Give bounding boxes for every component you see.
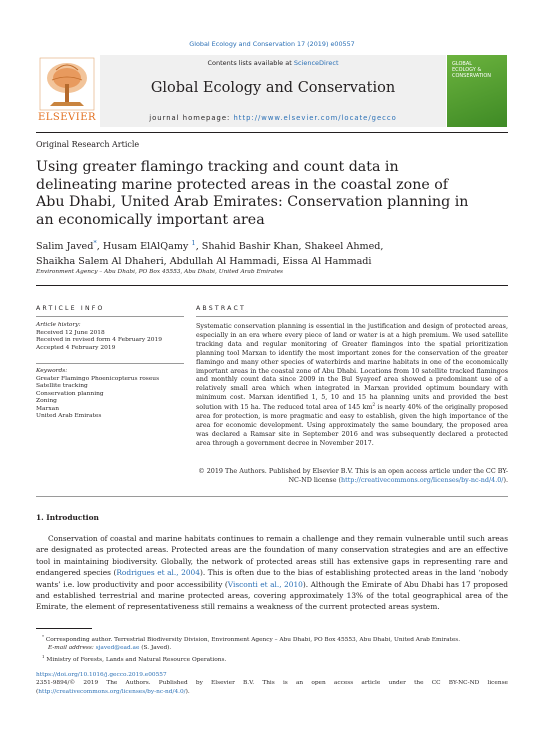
article-info-heading: ARTICLE INFO <box>36 305 105 312</box>
contents-line <box>100 59 446 67</box>
author-list <box>36 236 508 269</box>
article-title: Using greater flamingo tracking and count data in delineating marine protected areas in the coastal zone of Abu Dhabi, United Arab Emirates: Conservation planning in an economically important area <box>36 159 469 228</box>
abstract-rule <box>196 316 508 317</box>
history-label: Article history: <box>36 322 81 328</box>
keyword-item: Marxan <box>36 405 59 412</box>
title-block-rule <box>36 285 508 286</box>
footnote-1-text: Corresponding author. Terrestrial Biodiversity Division, Environment Agency – Abu Dhabi, PO Box 45553, Abu Dhabi, United Arab Emirates. <box>45 636 461 643</box>
footnote-mark-1: * <box>42 634 45 639</box>
footnote-corresponding <box>36 633 508 644</box>
journal-homepage <box>100 114 446 122</box>
email-suffix: (S. Javed). <box>139 645 172 652</box>
ref-rodrigues-link[interactable]: Rodrigues et al., 2004 <box>116 568 200 578</box>
issn-license-line <box>36 679 508 696</box>
keywords-rule <box>36 363 184 364</box>
accepted-date: Accepted 4 February 2019 <box>36 344 116 351</box>
contents-prefix: Contents lists available at <box>207 59 292 67</box>
article-info-rule <box>36 316 184 317</box>
keyword-item: Greater Flamingo Phoenicopterus roseus <box>36 375 160 382</box>
revised-date: Received in revised form 4 February 2019 <box>36 337 163 343</box>
homepage-prefix: journal homepage: <box>149 114 231 122</box>
author-line-1 <box>36 236 508 255</box>
article-type: Original Research Article <box>36 140 140 149</box>
abstract-body <box>196 322 508 448</box>
abstract-superscript: 2 <box>372 403 376 409</box>
keyword-item: Satellite tracking <box>36 383 88 389</box>
footnote-2-text: Ministry of Forests, Lands and Natural Resource Operations. <box>46 656 227 663</box>
cover-line-2: ECOLOGY & <box>452 67 482 73</box>
journal-title: Global Ecology and Conservation <box>150 80 396 96</box>
footnote-mark-2: 1 <box>42 653 45 659</box>
copyright-suffix: ). <box>503 475 508 484</box>
abstract-copyright <box>196 467 508 485</box>
running-header[interactable]: Global Ecology and Conservation 17 (2019) e00557 <box>189 40 355 48</box>
abstract-bottom-rule <box>36 496 508 497</box>
abstract-text-1: Systematic conservation planning is essential in the justification and design of protected areas, especially in an era where every piece of land or water is at a high premium. We used satellite tracking data and regular monitoring of Greater flamingos into the spatial prioritization planning tool Marxan to identify the most important zones for the conservation of the greater flamingo and many other species of waterbirds and marine habitats in one of the economically important areas in the coastal zone of Abu Dhabi. Locations from 10 satellite tracked flamingos and monthly count data since 2009 in the Bul Syayeef area showed a predominant use of a relatively small area which when integrated in Marxan provided optimum boundary with minimum cost. Marxan identified 1, 5, 10 and 15 ha planning units and provided the best solution with 15 ha. The reduced total area of 145 km <box>196 322 508 412</box>
ref-visconti-link[interactable]: Visconti et al., 2010 <box>227 579 303 589</box>
keyword-item: Zoning <box>36 398 57 404</box>
section-heading-introduction: 1. Introduction <box>36 513 99 522</box>
copyright-prefix: © 2019 The Authors. Published by Elsevier B.V. This is an open access article under the CC BY-NC-ND license ( <box>198 467 508 484</box>
doi-link[interactable]: https://doi.org/10.1016/j.gecco.2019.e00557 <box>36 672 167 678</box>
footer-license-link[interactable]: http://creativecommons.org/licenses/by-nc-nd/4.0/ <box>38 688 186 695</box>
author-line-2: Shaikha Salem Al Dhaheri, Abdullah Al Hammadi, Eissa Al Hammadi <box>36 255 372 267</box>
corresponding-mark[interactable]: * <box>93 239 97 247</box>
footnote-affiliation-2 <box>36 653 508 664</box>
cc-license-link[interactable]: http://creativecommons.org/licenses/by-nc-nd/4.0/ <box>341 475 504 484</box>
homepage-link[interactable]: http://www.elsevier.com/locate/gecco <box>233 114 397 122</box>
abstract-paragraph <box>196 322 508 448</box>
received-date: Received 12 June 2018 <box>36 329 105 336</box>
introduction-paragraph <box>36 533 508 613</box>
issn-prefix: 2351-9894/© 2019 The Authors. Published by Elsevier B.V. This is an open access article under the CC BY-NC-ND license ( <box>36 680 508 695</box>
introduction-body <box>36 533 508 613</box>
cover-line-3: CONSERVATION <box>452 73 492 79</box>
affiliation-mark[interactable]: 1 <box>191 239 196 247</box>
intro-text-2: ). This is often due to the bias of establishing protected areas in the land ‘nobody wants’ i.e. low productivity and poor accessibility ( <box>36 568 508 589</box>
cover-image <box>447 55 507 127</box>
cover-line-1: GLOBAL <box>452 61 473 67</box>
abstract-heading: ABSTRACT <box>196 305 246 312</box>
keywords <box>36 368 186 421</box>
footnote-rule <box>36 628 92 629</box>
author-elalqamy[interactable]: , Husam ElAlQamy <box>96 241 189 253</box>
author-javed[interactable]: Salim Javed <box>36 241 94 253</box>
journal-cover-thumbnail[interactable] <box>447 55 507 127</box>
authors-rest-line-1: , Shahid Bashir Khan, Shakeel Ahmed, <box>195 241 384 253</box>
abstract-text-2: is nearly 40% of the originally proposed area for protection, is more pragmatic and easy to establish, given the high importance of the area for economic development. Using approximately the same boundary, the proposed area was declared a Ramsar site in September 2016 and was subsequently declared a protected area through a government decree in November 2017. <box>196 403 508 447</box>
footnotes <box>36 633 508 664</box>
doi-line <box>36 671 508 679</box>
keyword-item: Conservation planning <box>36 390 104 397</box>
email-label: E-mail address: <box>48 645 94 652</box>
keywords-label: Keywords: <box>36 368 68 374</box>
elsevier-wordmark: ELSEVIER <box>37 112 97 123</box>
header-rule <box>36 132 508 133</box>
affiliation: Environment Agency – Abu Dhabi, PO Box 45553, Abu Dhabi, United Arab Emirates <box>36 269 283 275</box>
sciencedirect-link[interactable]: ScienceDirect <box>293 59 339 67</box>
article-history <box>36 322 186 352</box>
keyword-item: United Arab Emirates <box>36 413 102 419</box>
intro-text-3: ). Although the Emirate of Abu Dhabi has 17 proposed and established terrestrial and marine protected areas, covering approximately 13% of the total geographical area of the Emirate, the element of representativeness still remains a weakness of the current protected areas system. <box>36 579 509 612</box>
issn-suffix: ). <box>185 688 190 695</box>
doi-block <box>36 671 508 696</box>
footnote-email <box>36 644 508 652</box>
elsevier-logo[interactable] <box>36 56 98 126</box>
email-link[interactable]: sjaved@ead.ae <box>95 645 140 652</box>
intro-text-1: Conservation of coastal and marine habitats continues to remain a challenge and they remain vulnerable until such areas are designated as protected areas. Protected areas are the foundation of many conservation strategies and are an effective tool in maintaining biodiversity. Globally, the network of protected areas still has extensive gaps in representing rare and endangered species ( <box>36 534 508 578</box>
